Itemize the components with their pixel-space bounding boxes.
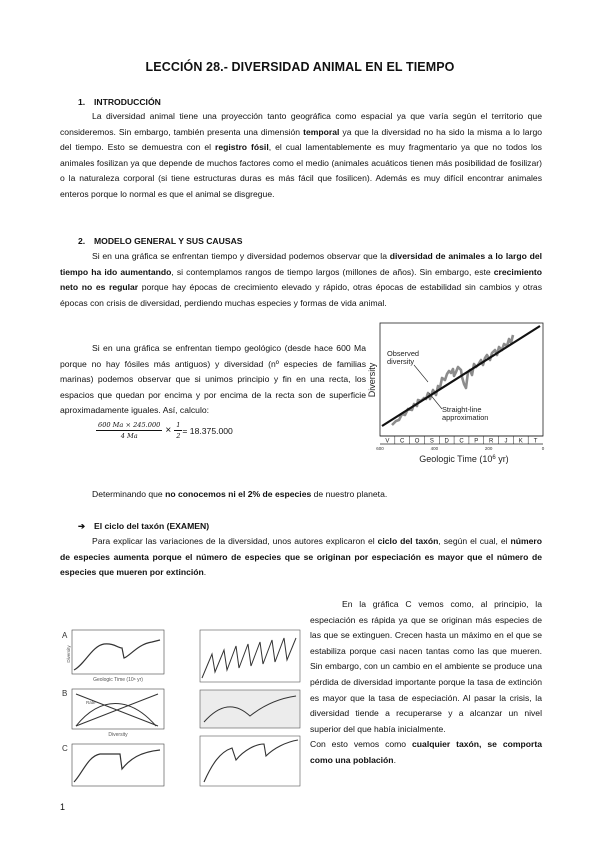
formula-result: = 18.375.000 [182,425,233,436]
section-title: INTRODUCCIÓN [94,97,161,107]
graph-a-xlabel: Geologic Time (10⁶ yr) [93,677,143,683]
period-label: R [488,438,494,445]
label-observed-1: Observed [387,349,420,358]
label-observed-2: diversity [387,357,415,366]
figure-xlabel: Geologic Time ($10^6$ yr) [419,454,509,464]
graph-b-xlabel: Diversity [108,732,128,738]
period-label: V [385,438,390,445]
section-heading-modelo [78,236,243,246]
page-number: 1 [60,802,66,812]
graph-b-label: B [62,689,68,698]
conclusion-paragraph: Determinando que no conocemos ni el 2% de especies de nuestro planeta. [92,489,388,499]
period-label: D [444,438,449,445]
page-title: LECCIÓN 28.- DIVERSIDAD ANIMAL EN EL TIEMPO [145,60,455,74]
period-label: O [414,438,420,445]
formula-fraction: $\frac{600 Ma \times 245.000}{4 Ma}$ [98,421,161,440]
label-straight-1: Straight-line [442,405,482,414]
label-straight-2: approximation [442,413,489,422]
modelo-paragraph: Si en una gráfica se enfrentan tiempo y diversidad podemos observar que la diversidad de animales a lo largo del tiempo ha ido aumentando, si contemplamos rangos de tiempo largos (millones de años). Sin embargo, este crecimiento neto no es regular porque hay épocas de crecimiento elevado y rápido, otras épocas de estabilidad sin cambios y otras épocas con crisis de diversidad, perdiendo muchas especies y formas de vida animal. [60,251,543,308]
taxon-right-paragraph: En la gráfica C vemos como, al principio, la especiación es rápida ya que se originan más especies de las que se extinguen. Crecen hasta un máximo en el que se estabiliza porque casi nacen tantas como las que mueren. Sin embargo, con un cambio en el ambiente se produce una pérdida de diversidad importante porque la tasa de extinción es mayor que la tasa de especiación. Al pasar la crisis, la diversidad tiende a recuperarse y a alcanzar un nivel superior del que había inicialmente. Con esto vemos como cualquier taxón, se comporta como una población. [310,599,542,765]
formula-half: $\frac{1}{2}$ [176,421,181,440]
period-label: S [429,438,434,445]
section-number: 2. [78,236,86,246]
intro-paragraph: La diversidad animal tiene una proyección tanto geográfica como espacial ya que varía según el territorio que consideremos. Sin embargo, también presenta una dimensión temporal ya que la diversidad no ha sido la misma a lo largo del tiempo. Esto se demuestra con el registro fósil, el cual lamentablemente es muy fragmentario ya que no todos los animales fosilizan ya que depende de muchos factores como el medio (animales acuáticos tienen más posibilidad de fosilizar) o la naturaleza corporal (si tiene estructuras duras es más fácil que fosilicen). Además es muy difícil encontrar animales enteros porque lo normal es que el animal se disgregue. [60,111,543,199]
tick-label: 400 [430,446,439,451]
period-label: T [533,438,538,445]
taxon-heading: ➔ El ciclo del taxón (EXAMEN) [78,521,210,531]
tick-label: 0 [541,446,545,451]
tick-labels [376,446,545,451]
times-sign: × [165,425,172,436]
graph-a-ylabel: Diversity [66,645,71,663]
arrow-icon: ➔ [78,521,86,531]
period-label: J [504,438,508,445]
section-number: 1. [78,97,86,107]
figure-ylabel: Diversity [367,362,377,398]
period-label: C [459,438,464,445]
diversity-time-figure [366,320,546,464]
graph-b-ylabel: Rate [86,700,96,705]
tick-label: 200 [484,446,493,451]
observed-pointer [414,365,428,382]
calculation-formula [96,421,233,440]
period-label: C [400,438,405,445]
period-label: K [518,438,523,445]
section-title: MODELO GENERAL Y SUS CAUSAS [94,236,243,246]
tick-label: 600 [376,446,384,451]
section-heading-introduccion [78,97,161,107]
period-label: P [474,438,479,445]
graph-a-label: A [62,631,68,640]
graph-c-label: C [62,744,68,753]
taxon-paragraph: Para explicar las variaciones de la diversidad, unos autores explicaron el ciclo del taxón, según el cual, el número de especies aumenta porque el número de especies que se originan por especiación es mayor que el número de especies que mueren por extinción. [60,536,543,578]
period-labels [385,436,537,445]
geologic-time-paragraph: Si en una gráfica se enfrentan tiempo geológico (desde hace 600 Ma porque no hay fósiles más antiguos) y diversidad (nº especies de familias marinas) podemos observar que si unimos principio y fin en una recta, los espacios que quedan por encima y por encima de la recta son de superficie aproximadamente iguales. Así, calculo: [60,343,366,416]
